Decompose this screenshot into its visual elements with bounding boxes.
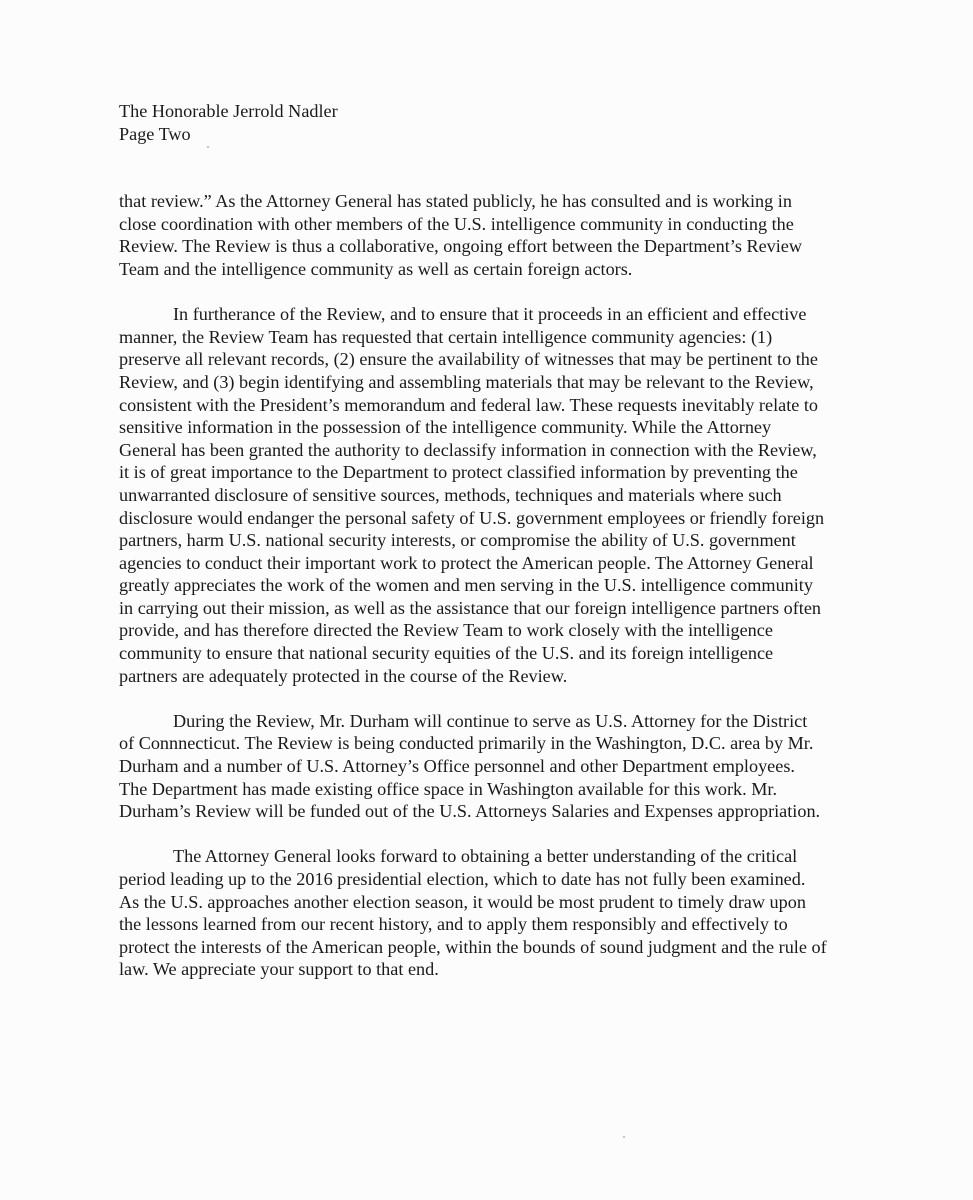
paragraph-line: partners, harm U.S. national security interests, or compromise the ability of U.S. government (119, 530, 796, 551)
paragraph-line: Review. The Review is thus a collaborative, ongoing effort between the Department’s Review (119, 236, 803, 257)
paragraph-line: law. We appreciate your support to that end. (119, 959, 439, 980)
paragraph-line: Durham’s Review will be funded out of the U.S. Attorneys Salaries and Expenses appropriation. (119, 801, 821, 822)
scan-speck (623, 1136, 625, 1138)
paragraph-4 (119, 845, 864, 981)
paragraph-line: As the U.S. approaches another election season, it would be most prudent to timely draw upon (119, 891, 806, 912)
paragraph-line: in carrying out their mission, as well as the assistance that our foreign intelligence partners often (119, 597, 822, 618)
letter-header (119, 100, 864, 145)
paragraph-line: General has been granted the authority to declassify information in connection with the Review, (119, 439, 817, 460)
paragraph-line: The Department has made existing office space in Washington available for this work. Mr. (119, 778, 777, 799)
paragraph-line: Team and the intelligence community as well as certain foreign actors. (119, 258, 633, 279)
paragraph-line: sensitive information in the possession of the intelligence community. While the Attorney (119, 417, 772, 438)
letter-paragraphs (119, 190, 864, 981)
paragraph-1 (119, 190, 864, 280)
paragraph-line: The Attorney General looks forward to obtaining a better understanding of the critical (173, 846, 798, 867)
paragraph-line: consistent with the President’s memorandum and federal law. These requests inevitably relate to (119, 394, 819, 415)
paragraph-line: protect the interests of the American people, within the bounds of sound judgment and the rule of (119, 936, 827, 957)
paragraph-line: period leading up to the 2016 presidential election, which to date has not fully been examined. (119, 869, 806, 889)
paragraph-line: community to ensure that national security equities of the U.S. and its foreign intelligence (119, 643, 774, 664)
paragraph-line: the lessons learned from our recent history, and to apply them responsibly and effectively to (119, 914, 788, 935)
paragraph-line: provide, and has therefore directed the Review Team to work closely with the intelligence (119, 620, 773, 641)
paragraph-2 (119, 303, 864, 687)
paragraph-line: During the Review, Mr. Durham will continue to serve as U.S. Attorney for the District (173, 710, 808, 731)
paragraph-line: of Connnecticut. The Review is being conducted primarily in the Washington, D.C. area by Mr. (119, 733, 814, 754)
paragraph-line: manner, the Review Team has requested that certain intelligence community agencies: (1) (119, 326, 773, 347)
letter-body (119, 100, 864, 1004)
paragraph-line: close coordination with other members of the U.S. intelligence community in conducting the (119, 213, 794, 234)
paragraph-line: agencies to conduct their important work to protect the American people. The Attorney General (119, 552, 814, 573)
paragraph-line: it is of great importance to the Department to protect classified information by preventing the (119, 462, 798, 483)
paragraph-line: unwarranted disclosure of sensitive sources, methods, techniques and materials where such (119, 484, 782, 505)
paragraph-3 (119, 710, 864, 823)
page-label: Page Two (119, 123, 191, 144)
paragraph-line: Review, and (3) begin identifying and assembling materials that may be relevant to the Review, (119, 371, 814, 392)
paragraph-line: In furtherance of the Review, and to ensure that it proceeds in an efficient and effective (173, 304, 807, 325)
addressee-line: The Honorable Jerrold Nadler (119, 101, 338, 121)
paragraph-line: preserve all relevant records, (2) ensure the availability of witnesses that may be pertinent to the (119, 349, 818, 370)
paragraph-line: Durham and a number of U.S. Attorney’s Office personnel and other Department employees. (119, 756, 795, 777)
paragraph-line: that review.” As the Attorney General has stated publicly, he has consulted and is working in (119, 191, 792, 212)
paragraph-line: partners are adequately protected in the course of the Review. (119, 665, 568, 686)
paragraph-line: disclosure would endanger the personal safety of U.S. government employees or friendly foreign (119, 507, 825, 528)
paragraph-line: greatly appreciates the work of the women and men serving in the U.S. intelligence community (119, 575, 813, 596)
